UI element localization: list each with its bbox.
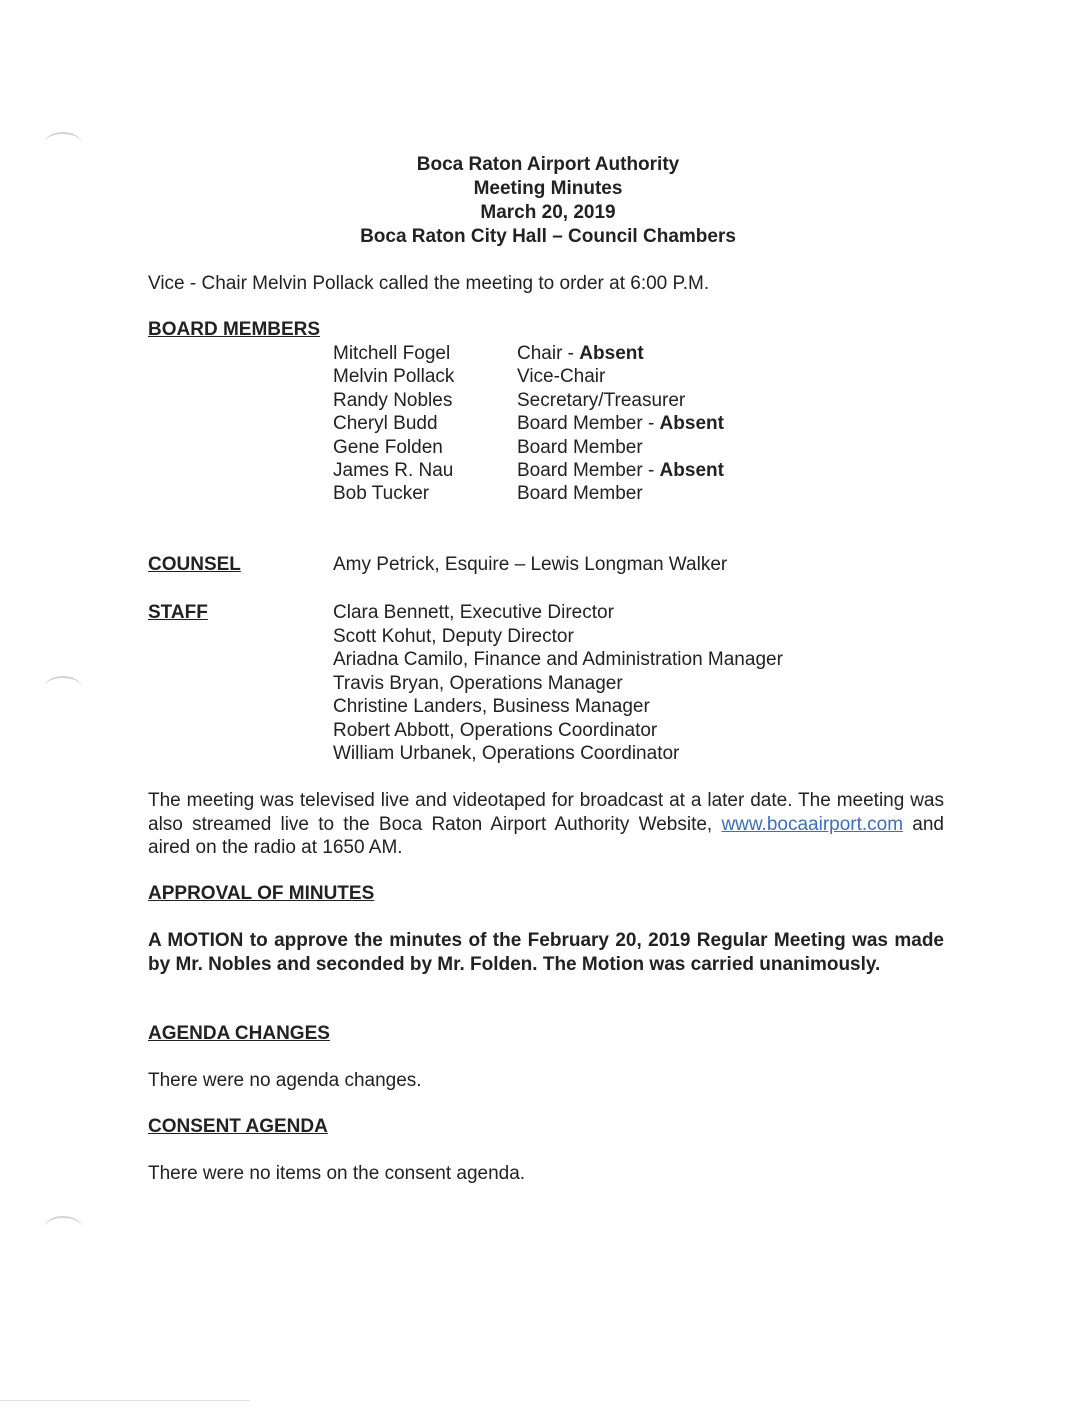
approval-of-minutes-heading: APPROVAL OF MINUTES xyxy=(148,883,375,904)
board-member-name: Mitchell Fogel xyxy=(333,343,451,364)
staff-member: Travis Bryan, Operations Manager xyxy=(333,672,623,694)
board-member-name: Randy Nobles xyxy=(333,389,453,411)
counsel-name: Amy Petrick, Esquire – Lewis Longman Walker xyxy=(333,554,728,575)
board-member-name: Melvin Pollack xyxy=(333,366,455,388)
absent-status: Absent xyxy=(579,343,644,364)
staff-member: Scott Kohut, Deputy Director xyxy=(333,625,574,647)
staff-member: Ariadna Camilo, Finance and Administration Manager xyxy=(333,649,783,670)
board-member-title: Secretary/Treasurer xyxy=(517,389,686,411)
board-members-heading: BOARD MEMBERS xyxy=(148,319,321,340)
agenda-changes-heading: AGENDA CHANGES xyxy=(148,1023,330,1044)
board-member-title: Board Member - Absent xyxy=(517,460,724,481)
meeting-date: March 20, 2019 xyxy=(480,202,616,223)
consent-agenda-heading: CONSENT AGENDA xyxy=(148,1116,328,1137)
staff-member: Robert Abbott, Operations Coordinator xyxy=(333,719,658,741)
absent-status: Absent xyxy=(659,413,724,435)
staff-member: Christine Landers, Business Manager xyxy=(333,696,650,717)
punch-hole-mark xyxy=(44,132,82,156)
absent-status: Absent xyxy=(659,460,724,481)
call-to-order: Vice - Chair Melvin Pollack called the meeting to order at 6:00 P.M. xyxy=(148,273,710,294)
staff-member: William Urbanek, Operations Coordinator xyxy=(333,743,680,764)
document-title: Meeting Minutes xyxy=(473,178,623,199)
counsel-heading: COUNSEL xyxy=(148,554,241,575)
agenda-changes-text: There were no agenda changes. xyxy=(148,1070,422,1091)
punch-hole-mark xyxy=(44,1216,82,1240)
approval-motion: A MOTION to approve the minutes of the February 20, 2019 Regular Meeting was made by Mr. Nobles and seconded by Mr. Folden. The Motion was carried unanimously. xyxy=(148,930,944,975)
board-member-title: Board Member xyxy=(517,483,643,505)
board-member-title: Board Member - Absent xyxy=(517,413,724,435)
board-member-name: Cheryl Budd xyxy=(333,413,438,435)
board-member-title: Board Member xyxy=(517,436,643,458)
board-member-name: James R. Nau xyxy=(333,460,454,481)
punch-hole-mark xyxy=(44,676,82,700)
board-member-title: Chair - Absent xyxy=(517,343,644,364)
board-member-name: Gene Folden xyxy=(333,436,443,458)
website-link[interactable]: www.bocaairport.com xyxy=(721,813,904,835)
staff-heading: STAFF xyxy=(148,602,208,623)
broadcast-paragraph: The meeting was televised live and videotaped for broadcast at a later date. The meeting was also streamed live to the Boca Raton Airport Authority Website, www.bocaairport.com and aired on the radio at 1650 AM. xyxy=(148,790,944,858)
staff-list xyxy=(333,601,783,766)
organization-name: Boca Raton Airport Authority xyxy=(416,154,680,175)
document-header xyxy=(300,153,796,249)
board-member-title: Vice-Chair xyxy=(517,366,606,388)
scan-edge-line xyxy=(0,1400,250,1401)
meeting-location: Boca Raton City Hall – Council Chambers xyxy=(360,226,736,247)
board-member-name: Bob Tucker xyxy=(333,483,430,505)
consent-agenda-text: There were no items on the consent agenda. xyxy=(148,1163,526,1184)
staff-member: Clara Bennett, Executive Director xyxy=(333,602,614,623)
